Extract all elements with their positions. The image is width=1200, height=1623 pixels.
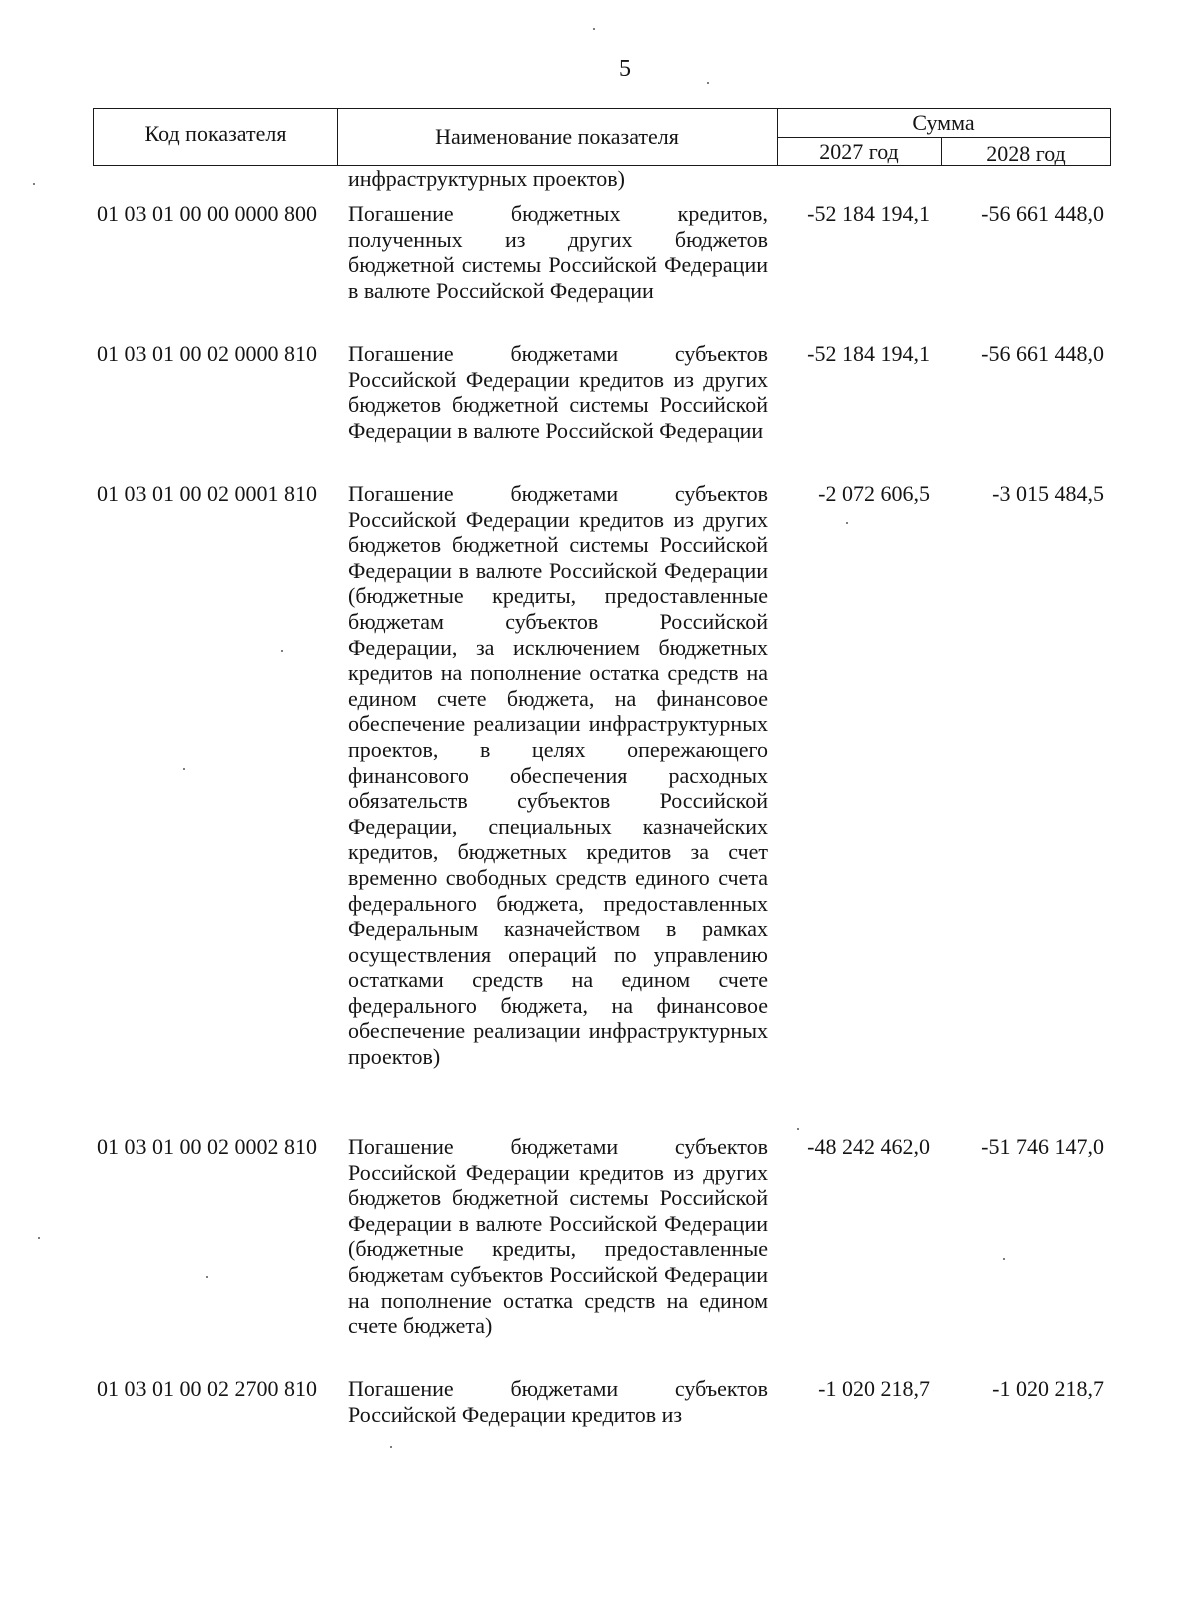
row-value-2027: -2 072 606,5 [818,481,930,506]
header-year-2027: 2027 год [777,138,942,165]
header-sum: Сумма [777,109,1110,138]
row-value-2027: -52 184 194,1 [807,201,930,226]
row-name: Погашение бюджетами субъектов Российской Федерации кредитов из других бюджетов бюджетной системы Российской Федерации в валюте Российской Федерации (бюджетные кредиты, предоставленные бюджетам субъектов Российской Федерации, за исключением бюджетных кредитов на пополнение остатка средств на едином счете бюджета, на финансовое обеспечение реализации инфраструктурных проектов, в целях опережающего финансового обеспечения расходных обязательств субъектов Российской Федерации, специальных казначейских кредитов, бюджетных кредитов за счет временно свободных средств единого счета федерального бюджета, предоставленных Федеральным казначейством в рамках осуществления операций по управлению остатками средств на едином счете федерального бюджета, на финансовое обеспечение реализации инфраструктурных проектов) [348,481,768,1070]
scan-speck [707,82,709,84]
continuation-text: инфраструктурных проектов) [348,166,625,191]
scan-speck [33,183,35,185]
table-header [93,108,1111,166]
row-value-2028: -1 020 218,7 [992,1376,1104,1401]
row-name: Погашение бюджетами субъектов Российской Федерации кредитов из других бюджетов бюджетной системы Российской Федерации в валюте Российской Федерации (бюджетные кредиты, предоставленные бюджетам субъектов Российской Федерации на пополнение остатка средств на едином счете бюджета) [348,1134,768,1339]
row-value-2028: -3 015 484,5 [992,481,1104,506]
row-code: 01 03 01 00 02 0002 810 [97,1134,317,1159]
header-code: Код показателя [94,109,338,165]
row-code: 01 03 01 00 00 0000 800 [97,201,317,226]
row-value-2028: -56 661 448,0 [981,201,1104,226]
scan-speck [183,768,185,770]
row-name: Погашение бюджетами субъектов Российской Федерации кредитов из других бюджетов бюджетной системы Российской Федерации в валюте Российской Федерации [348,341,768,443]
row-value-2028: -51 746 147,0 [981,1134,1104,1159]
scan-speck [390,1446,392,1448]
page-number: 5 [619,56,631,82]
scan-speck [1003,1258,1005,1260]
row-name: Погашение бюджетами субъектов Российской Федерации кредитов из [348,1376,768,1427]
row-code: 01 03 01 00 02 0001 810 [97,481,317,506]
scan-speck [38,1237,40,1239]
scan-speck [206,1276,208,1278]
header-year-2028: 2028 год [986,141,1066,166]
row-code: 01 03 01 00 02 2700 810 [97,1376,317,1401]
row-code: 01 03 01 00 02 0000 810 [97,341,317,366]
header-name: Наименование показателя [337,109,778,165]
row-value-2028: -56 661 448,0 [981,341,1104,366]
scan-speck [846,522,848,524]
row-value-2027: -52 184 194,1 [807,341,930,366]
row-name: Погашение бюджетных кредитов, полученных из других бюджетов бюджетной системы Российской Федерации в валюте Российской Федерации [348,201,768,303]
scan-speck [281,650,283,652]
row-value-2027: -1 020 218,7 [818,1376,930,1401]
scan-speck [593,28,595,30]
scan-speck [797,1128,799,1130]
row-value-2027: -48 242 462,0 [807,1134,930,1159]
